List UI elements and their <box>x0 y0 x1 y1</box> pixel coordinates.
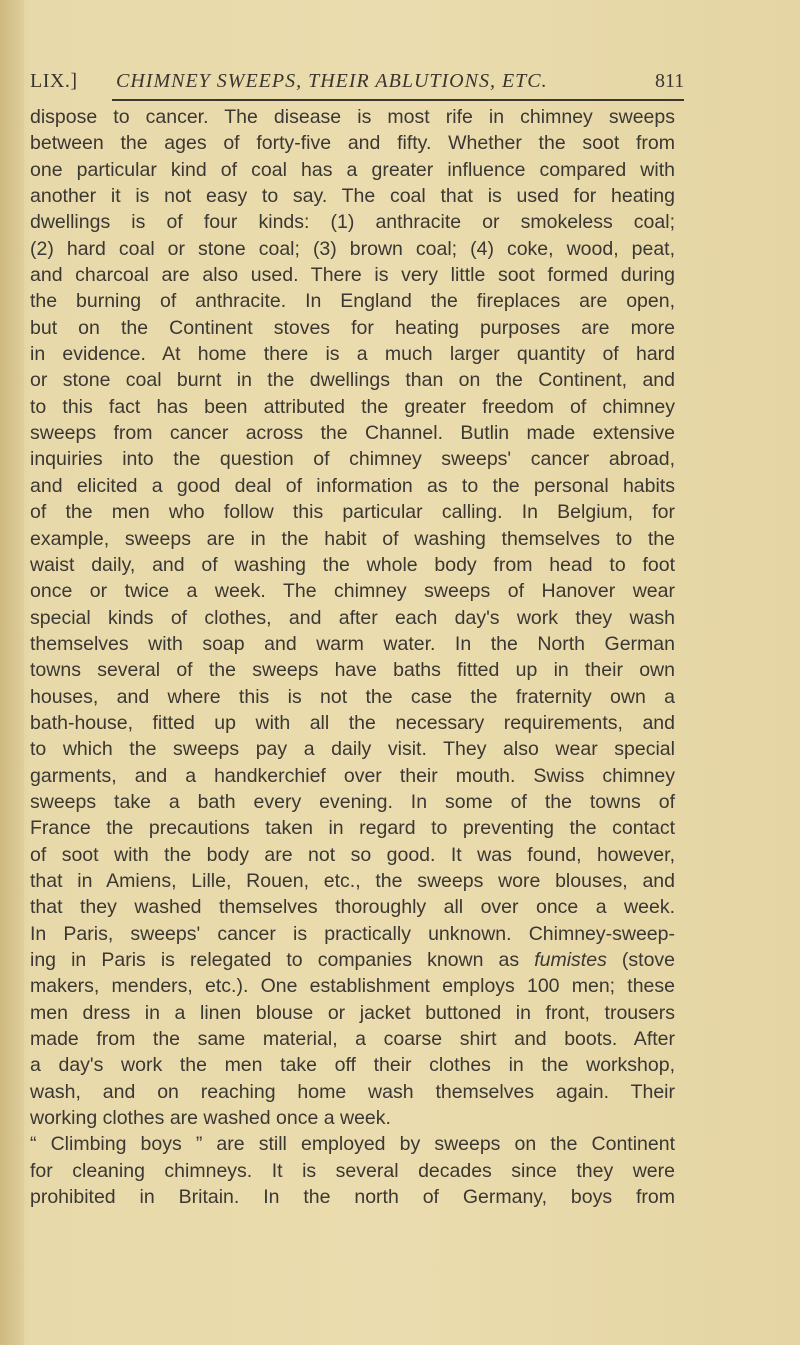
page-number: 811 <box>655 70 685 92</box>
text-line: inquiries into the question of chimney sweeps' cancer abroad, <box>30 448 675 471</box>
text-line: prohibited in Britain. In the north of Germany, boys from <box>30 1186 675 1209</box>
text-line: In Paris, sweeps' cancer is practically unknown. Chimney-sweep- <box>30 922 675 945</box>
text-line: dispose to cancer. The disease is most rife in chimney sweeps <box>30 106 675 128</box>
text-line: in evidence. At home there is a much larger quantity of hard <box>30 343 675 366</box>
text-line: made from the same material, a coarse shirt and boots. After <box>30 1028 675 1051</box>
text-line: working clothes are washed once a week. <box>30 1107 391 1130</box>
text-line: houses, and where this is not the case the fraternity own a <box>30 685 675 708</box>
text-run: (stove <box>621 949 676 971</box>
body-text <box>30 104 675 1210</box>
text-line: the burning of anthracite. In England the fireplaces are open, <box>30 290 675 313</box>
text-line: once or twice a week. The chimney sweeps of Hanover wear <box>30 580 675 603</box>
page-gutter-shadow <box>0 0 24 1345</box>
text-line: towns several of the sweeps have baths fitted up in their own <box>30 659 675 682</box>
running-title: CHIMNEY SWEEPS, THEIR ABLUTIONS, ETC. <box>116 70 548 92</box>
text-line: “ Climbing boys ” are still employed by sweeps on the Continent <box>30 1133 675 1156</box>
text-line: sweeps take a bath every evening. In some of the towns of <box>30 790 675 813</box>
text-line: special kinds of clothes, and after each day's work they wash <box>30 606 675 629</box>
text-line: that they washed themselves thoroughly all over once a week. <box>30 896 675 919</box>
text-line: between the ages of forty-five and fifty. Whether the soot from <box>30 132 675 155</box>
text-line: for cleaning chimneys. It is several decades since they were <box>30 1159 675 1182</box>
text-line: and elicited a good deal of information as to the personal habits <box>30 474 675 497</box>
text-line: makers, menders, etc.). One establishment employs 100 men; these <box>30 975 675 998</box>
text-line-mixed <box>30 947 675 973</box>
italic-term: fumistes <box>534 949 607 971</box>
text-line: one particular kind of coal has a greater influence compared with <box>30 158 675 181</box>
text-line: or stone coal burnt in the dwellings than on the Continent, and <box>30 369 675 392</box>
text-line: dwellings is of four kinds: (1) anthracite or smokeless coal; <box>30 211 675 234</box>
text-line: another it is not easy to say. The coal that is used for heating <box>30 185 675 208</box>
text-line: themselves with soap and warm water. In the North German <box>30 632 675 655</box>
text-line: bath-house, fitted up with all the necessary requirements, and <box>30 711 675 734</box>
text-line: that in Amiens, Lille, Rouen, etc., the sweeps wore blouses, and <box>30 869 675 892</box>
text-line: of the men who follow this particular calling. In Belgium, for <box>30 501 675 524</box>
running-head <box>30 70 790 98</box>
text-run: ing in Paris is relegated to companies known as <box>30 949 520 971</box>
text-line: men dress in a linen blouse or jacket buttoned in front, trousers <box>30 1001 675 1024</box>
header-rule <box>112 99 684 101</box>
text-line: waist daily, and of washing the whole body from head to foot <box>30 553 675 576</box>
text-line: to this fact has been attributed the greater freedom of chimney <box>30 395 675 418</box>
text-line: (2) hard coal or stone coal; (3) brown coal; (4) coke, wood, peat, <box>30 237 675 260</box>
text-line: a day's work the men take off their clothes in the workshop, <box>30 1054 675 1077</box>
text-line: example, sweeps are in the habit of washing themselves to the <box>30 527 675 550</box>
text-line: to which the sweeps pay a daily visit. They also wear special <box>30 738 675 761</box>
text-line: France the precautions taken in regard to preventing the contact <box>30 817 675 840</box>
text-line: but on the Continent stoves for heating purposes are more <box>30 316 675 339</box>
text-line: wash, and on reaching home wash themselves again. Their <box>30 1080 675 1103</box>
text-line: sweeps from cancer across the Channel. Butlin made extensive <box>30 422 675 445</box>
text-line: of soot with the body are not so good. It was found, however, <box>30 843 675 866</box>
text-line: garments, and a handkerchief over their mouth. Swiss chimney <box>30 764 675 787</box>
chapter-number: LIX.] <box>30 70 78 92</box>
text-line: and charcoal are also used. There is very little soot formed during <box>30 264 675 287</box>
